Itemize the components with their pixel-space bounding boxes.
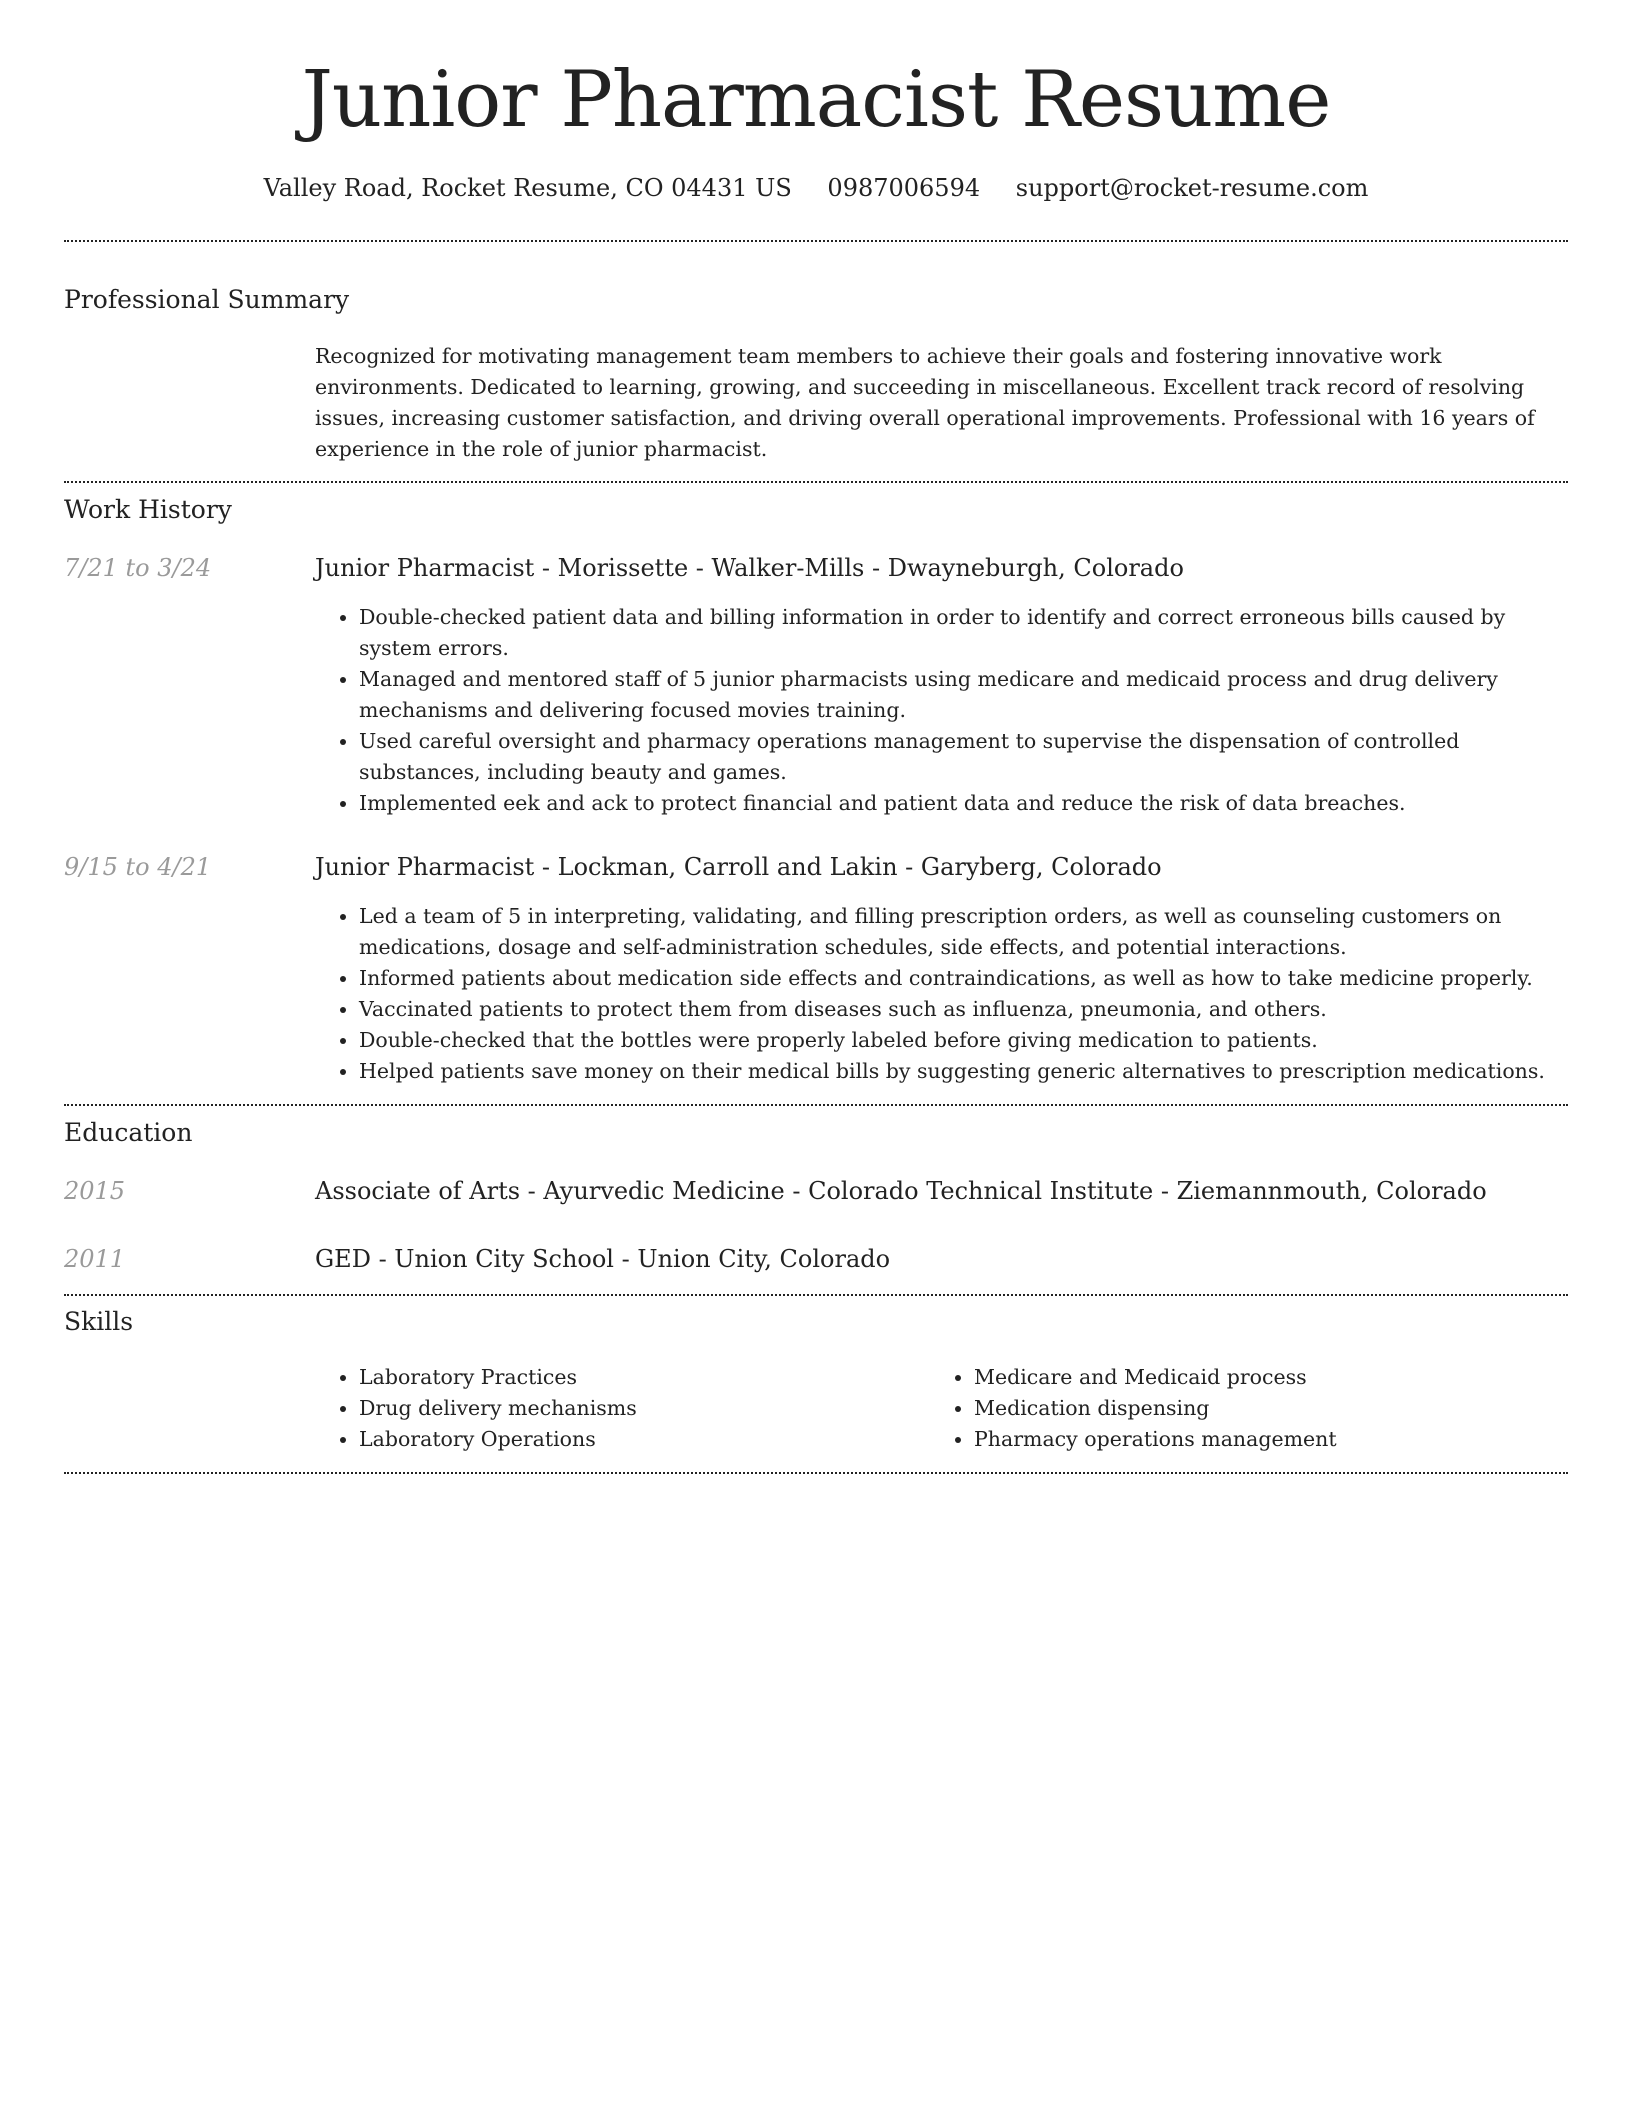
section-title-education: Education	[64, 1118, 193, 1147]
job-title: Junior Pharmacist - Morissette - Walker-Mills - Dwayneburgh, Colorado	[315, 554, 1184, 582]
list-item: • Implemented eek and ack to protect financial and patient data and reduce the risk of data breaches.	[359, 788, 1565, 819]
section-title-skills: Skills	[64, 1307, 134, 1336]
job-bullets	[315, 602, 1565, 819]
list-item: • Double-checked that the bottles were properly labeled before giving medication to patients.	[359, 1025, 1565, 1056]
education-title: Associate of Arts - Ayurvedic Medicine - Colorado Technical Institute - Ziemannmouth, Colorado	[315, 1177, 1487, 1205]
page-title: Junior Pharmacist Resume	[301, 55, 1331, 145]
list-item: • Vaccinated patients to protect them from diseases such as influenza, pneumonia, and others.	[359, 994, 1565, 1025]
job-dates: 7/21 to 3/24	[64, 554, 212, 582]
job-title: Junior Pharmacist - Lockman, Carroll and Lakin - Garyberg, Colorado	[315, 853, 1162, 881]
section-title-summary: Professional Summary	[64, 285, 350, 314]
list-item: • Led a team of 5 in interpreting, validating, and filling prescription orders, as well as counseling customers on medications, dosage and self-administration schedules, side effects, and potential interactions.	[359, 901, 1565, 963]
summary-text: Recognized for motivating management team members to achieve their goals and fostering innovative work environments. Dedicated to learning, growing, and succeeding in miscellaneous. Excellent track record of resolving issues, increasing customer satisfaction, and driving overall operational improvements. Professional with 16 years of experience in the role of junior pharmacist.	[315, 344, 1535, 461]
skill-item: • Laboratory Practices	[359, 1362, 875, 1393]
education-year: 2015	[64, 1177, 126, 1205]
contact-line	[0, 172, 1632, 204]
education-year: 2011	[64, 1245, 126, 1273]
skill-item: • Medicare and Medicaid process	[974, 1362, 1490, 1393]
divider	[64, 481, 1568, 483]
skill-item: • Medication dispensing	[974, 1393, 1490, 1424]
divider	[64, 1294, 1568, 1296]
divider	[64, 240, 1568, 242]
list-item: • Used careful oversight and pharmacy operations management to supervise the dispensation of controlled substances, including beauty and games.	[359, 726, 1565, 788]
skill-item: • Drug delivery mechanisms	[359, 1393, 875, 1424]
skill-item: • Laboratory Operations	[359, 1424, 875, 1455]
list-item: • Managed and mentored staff of 5 junior pharmacists using medicare and medicaid process and drug delivery mechanisms and delivering focused movies training.	[359, 664, 1565, 726]
contact-email: support@rocket-resume.com	[1015, 174, 1369, 202]
skill-item: • Pharmacy operations management	[974, 1424, 1490, 1455]
divider	[64, 1104, 1568, 1106]
contact-address: Valley Road, Rocket Resume, CO 04431 US	[263, 174, 792, 202]
skills-list-right	[930, 1362, 1490, 1455]
job-bullets	[315, 901, 1565, 1087]
section-title-work-history: Work History	[64, 495, 232, 524]
education-title: GED - Union City School - Union City, Colorado	[315, 1245, 891, 1273]
list-item: • Double-checked patient data and billing information in order to identify and correct erroneous bills caused by system errors.	[359, 602, 1565, 664]
skills-list-left	[315, 1362, 875, 1455]
job-dates: 9/15 to 4/21	[64, 853, 212, 881]
list-item: • Helped patients save money on their medical bills by suggesting generic alternatives to prescription medications.	[359, 1056, 1565, 1087]
divider	[64, 1472, 1568, 1474]
contact-phone: 0987006594	[827, 174, 981, 202]
list-item: • Informed patients about medication side effects and contraindications, as well as how to take medicine properly.	[359, 963, 1565, 994]
